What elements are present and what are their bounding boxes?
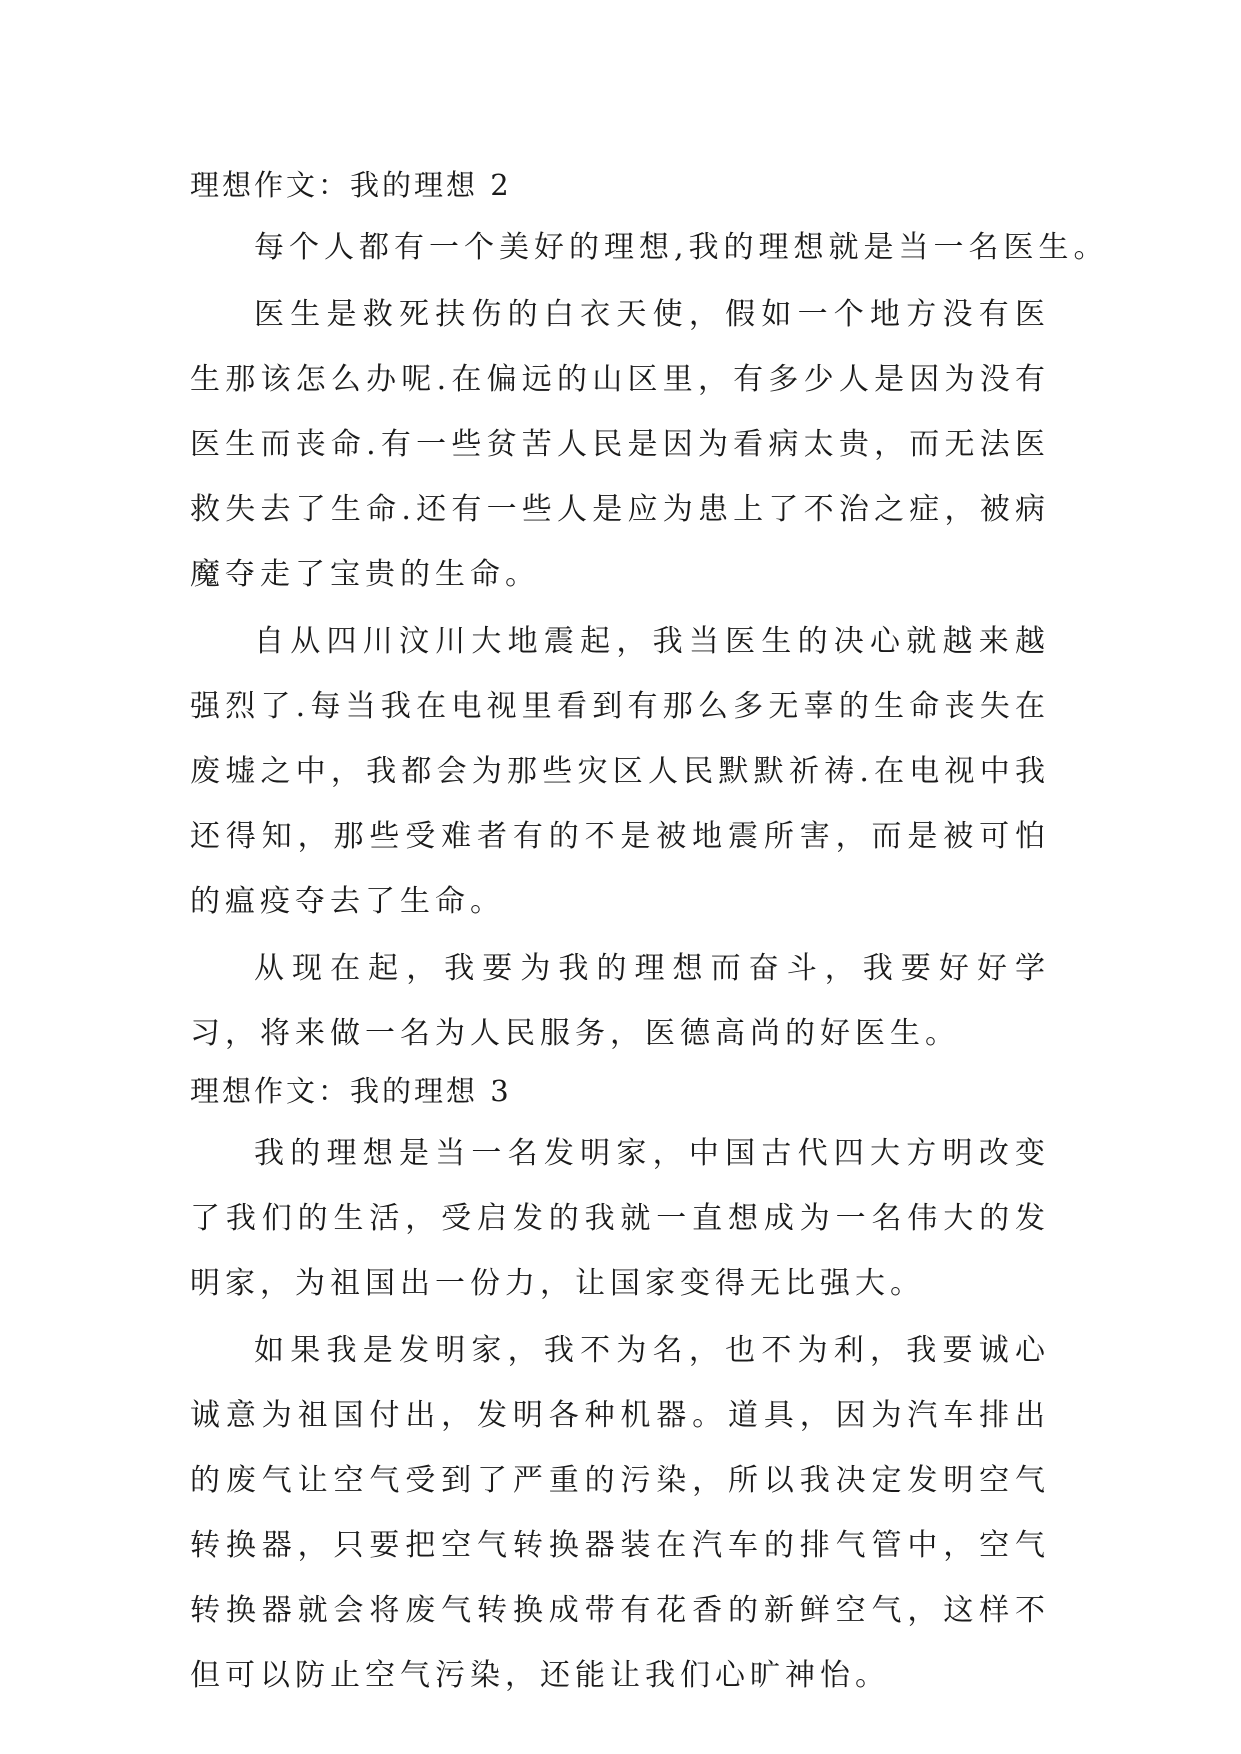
paragraph: 从现在起，我要为我的理想而奋斗，我要好好学习，将来做一名为人民服务，医德高尚的好医生。 bbox=[190, 951, 1050, 1051]
paragraph: 自从四川汶川大地震起，我当医生的决心就越来越强烈了.每当我在电视里看到有那么多无辜的生命丧失在废墟之中，我都会为那些灾区人民默默祈祷.在电视中我还得知，那些受难者有的不是被地震所害，而是被可怕的瘟疫夺去了生命。 bbox=[190, 624, 1050, 919]
paragraph: 每个人都有一个美好的理想,我的理想就是当一名医生。 bbox=[254, 230, 1109, 265]
document-body bbox=[190, 160, 1109, 1708]
section-heading: 理想作文：我的理想 2 bbox=[190, 168, 512, 202]
paragraph: 我的理想是当一名发明家，中国古代四大方明改变了我们的生活，受启发的我就一直想成为一名伟大的发明家，为祖国出一份力，让国家变得无比强大。 bbox=[190, 1136, 1050, 1301]
paragraph: 如果我是发明家，我不为名，也不为利，我要诚心诚意为祖国付出，发明各种机器。道具，因为汽车排出的废气让空气受到了严重的污染，所以我决定发明空气转换器，只要把空气转换器装在汽车的排气管中，空气转换器就会将废气转换成带有花香的新鲜空气，这样不但可以防止空气污染，还能让我们心旷神怡。 bbox=[190, 1333, 1050, 1693]
paragraph: 医生是救死扶伤的白衣天使，假如一个地方没有医生那该怎么办呢.在偏远的山区里，有多少人是因为没有医生而丧命.有一些贫苦人民是因为看病太贵，而无法医救失去了生命.还有一些人是应为患上了不治之症，被病魔夺走了宝贵的生命。 bbox=[190, 297, 1050, 592]
section-heading: 理想作文：我的理想 3 bbox=[190, 1074, 512, 1108]
